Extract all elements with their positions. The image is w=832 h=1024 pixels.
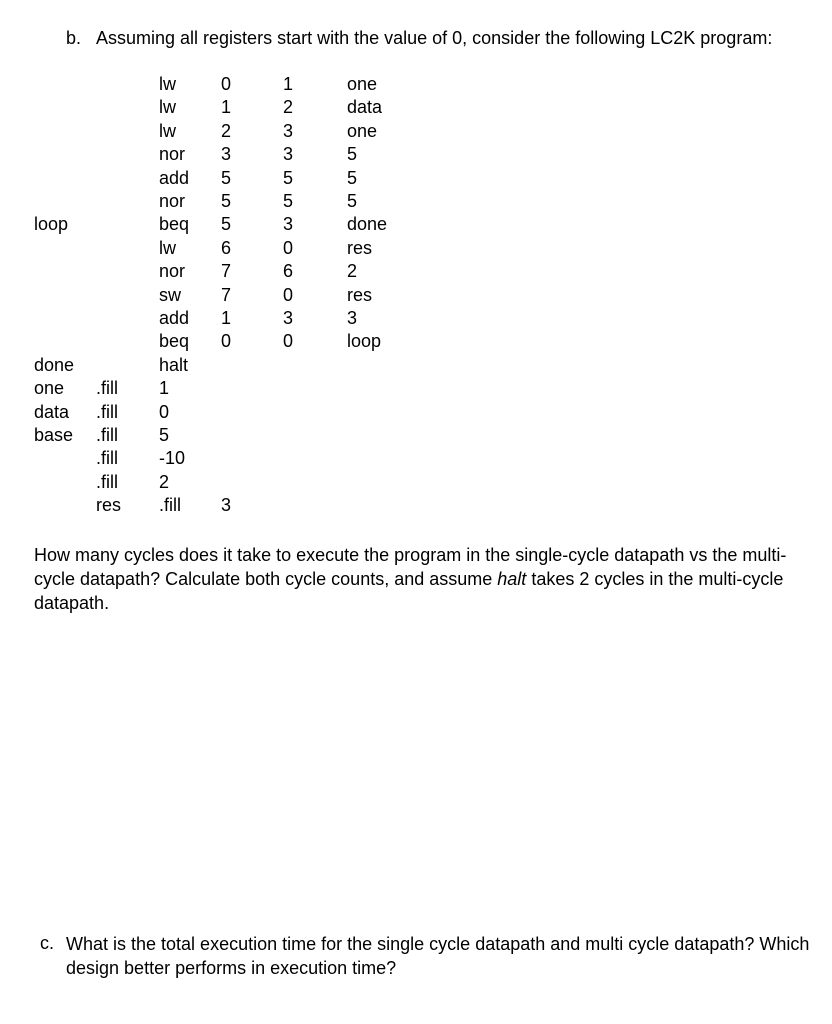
- program-cell-c1: .fill: [96, 401, 118, 422]
- program-cell-c4: 6: [283, 261, 294, 282]
- program-cell-c5: 5: [347, 191, 358, 211]
- program-cell-c2: beq: [159, 214, 190, 235]
- program-cell-c2: -10: [159, 448, 186, 469]
- program-cell-c3: 5: [221, 167, 232, 188]
- program-cell-c5: data: [347, 97, 383, 118]
- followup-part2: takes 2 cycles in the multi-cycle datapath.: [34, 569, 784, 613]
- program-cell-c3: 6: [221, 237, 232, 258]
- program-cell-c1: res: [96, 495, 122, 516]
- program-cell-c5: done: [347, 214, 388, 235]
- program-cell-c2: nor: [159, 261, 186, 282]
- program-cell-c2: 2: [159, 471, 170, 492]
- program-cell-c3: 2: [221, 120, 232, 141]
- program-cell-label: done: [34, 354, 75, 375]
- program-cell-c2: beq: [159, 331, 190, 352]
- program-cell-c2: 1: [159, 378, 170, 399]
- program-cell-c4: 3: [283, 308, 294, 328]
- program-cell-c4: 0: [283, 331, 294, 352]
- program-cell-c2: lw: [159, 97, 176, 118]
- program-cell-c5: one: [347, 120, 378, 141]
- question-b-followup: [34, 543, 814, 615]
- question-b-letter: b.: [66, 28, 82, 48]
- program-cell-c3: 1: [221, 308, 232, 328]
- program-cell-c5: res: [347, 284, 373, 305]
- followup-part1: How many cycles does it take to execute the program in the single-cycle datapath vs the multi-cycle datapath? Calculate both cycle counts, and assume: [34, 545, 787, 589]
- program-cell-c2: lw: [159, 74, 176, 94]
- program-cell-c2: .fill: [159, 495, 181, 516]
- program-cell-c1: .fill: [96, 471, 118, 492]
- program-cell-c1: .fill: [96, 378, 118, 399]
- program-cell-label: base: [34, 425, 74, 445]
- program-cell-c5: 3: [347, 308, 358, 328]
- program-cell-c3: 7: [221, 284, 232, 305]
- program-cell-c2: sw: [159, 284, 181, 305]
- program-cell-c5: one: [347, 74, 378, 94]
- program-cell-c5: 5: [347, 167, 358, 188]
- program-cell-c5: loop: [347, 331, 382, 352]
- program-cell-c3: 1: [221, 97, 232, 118]
- program-cell-c5: 5: [347, 144, 358, 165]
- program-cell-c3: 3: [221, 495, 232, 516]
- program-cell-c3: 3: [221, 144, 232, 165]
- program-cell-c4: 3: [283, 214, 294, 235]
- program-cell-label: one: [34, 378, 65, 399]
- question-c-letter: c.: [40, 933, 55, 953]
- program-cell-c2: nor: [159, 191, 186, 211]
- program-cell-c3: 0: [221, 74, 232, 94]
- program-cell-c3: 5: [221, 191, 232, 211]
- program-cell-c2: halt: [159, 354, 189, 375]
- question-c-text: What is the total execution time for the single cycle datapath and multi cycle datapath? Which design better performs in execution time?: [66, 934, 810, 978]
- program-cell-c3: 0: [221, 331, 232, 352]
- program-cell-c2: lw: [159, 120, 176, 141]
- program-cell-c4: 5: [283, 167, 294, 188]
- program-cell-c5: res: [347, 237, 373, 258]
- program-cell-c2: add: [159, 167, 190, 188]
- program-cell-c4: 1: [283, 74, 294, 94]
- program-cell-c4: 0: [283, 237, 294, 258]
- program-cell-c3: 5: [221, 214, 232, 235]
- program-cell-c2: 0: [159, 401, 170, 422]
- question-b-text: Assuming all registers start with the value of 0, consider the following LC2K program:: [96, 28, 773, 48]
- program-cell-c4: 3: [283, 120, 294, 141]
- program-cell-c4: 2: [283, 97, 294, 118]
- followup-emph-halt: halt: [497, 569, 527, 589]
- program-cell-c4: 5: [283, 191, 294, 211]
- program-cell-c3: 7: [221, 261, 232, 282]
- program-cell-c2: nor: [159, 144, 186, 165]
- program-cell-c4: 0: [283, 284, 294, 305]
- program-cell-c2: lw: [159, 237, 176, 258]
- program-cell-label: loop: [34, 214, 69, 235]
- program-cell-label: data: [34, 401, 70, 422]
- program-cell-c2: add: [159, 308, 190, 328]
- program-cell-c2: 5: [159, 425, 170, 445]
- program-cell-c4: 3: [283, 144, 294, 165]
- program-cell-c1: .fill: [96, 425, 118, 445]
- program-cell-c1: .fill: [96, 448, 118, 469]
- program-cell-c5: 2: [347, 261, 358, 282]
